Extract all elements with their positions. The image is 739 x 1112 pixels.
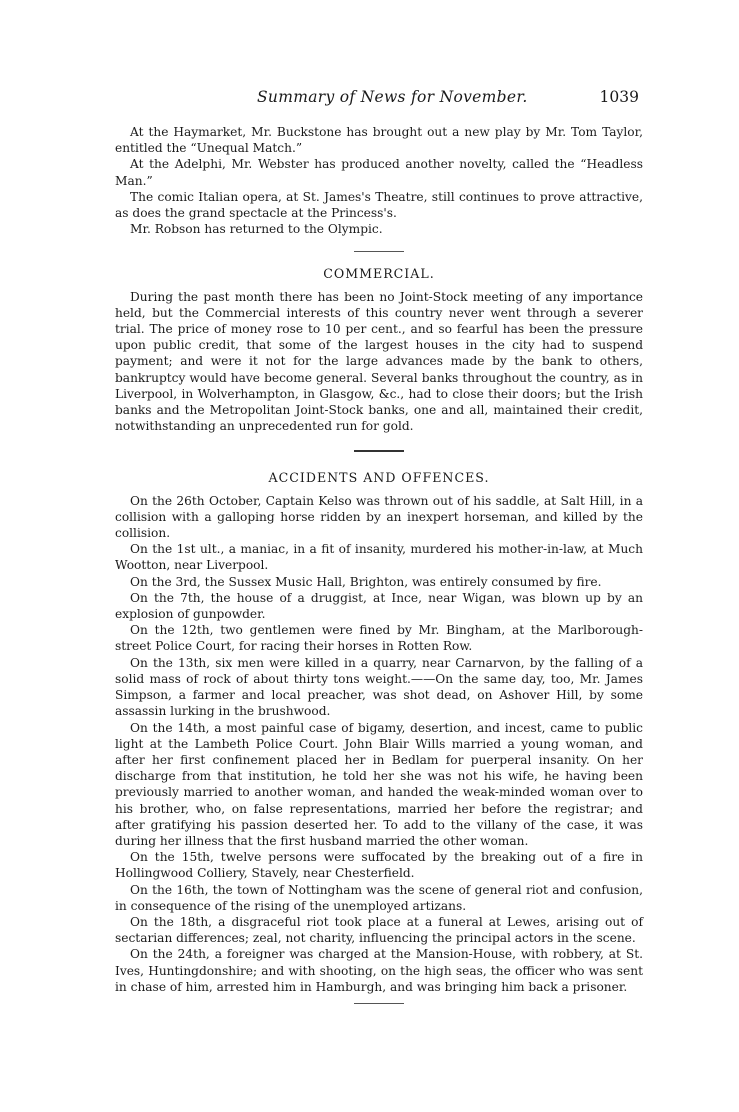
- running-head: [115, 88, 643, 110]
- page-number: 1039: [599, 88, 639, 106]
- section-heading: COMMERCIAL.: [323, 266, 435, 282]
- paragraph: The comic Italian opera, at St. James's Theatre, still continues to prove attractive, as does the grand spectacle at the Princess's.: [115, 189, 643, 221]
- section-divider: [354, 1003, 404, 1004]
- page-body: [115, 124, 643, 1004]
- paragraph: On the 12th, two gentlemen were fined by Mr. Bingham, at the Marlborough-street Police Court, for racing their horses in Rotten Row.: [115, 623, 643, 654]
- paragraph: On the 1st ult., a maniac, in a fit of insanity, murdered his mother-in-law, at Much Wootton, near Liverpool.: [115, 542, 643, 573]
- paragraph: On the 13th, six men were killed in a quarry, near Carnarvon, by the falling of a solid mass of rock of about thirty tons weight.——On the same day, too, Mr. James Simpson, a farmer and local preacher, was shot dead, on Ashover Hill, by some assassin lurking in the brushwood.: [115, 655, 643, 719]
- paragraph: On the 24th, a foreigner was charged at the Mansion-House, with robbery, at St. Ives, Huntingdonshire; and with shooting, on the high seas, the officer who was sent in chase of him, arrested him in Hamburgh, and was bringing him back a prisoner.: [115, 947, 643, 994]
- paragraph: On the 26th October, Captain Kelso was thrown out of his saddle, at Salt Hill, in a collision with a galloping horse ridden by an inexpert horseman, and killed by the collision.: [115, 493, 643, 541]
- theatre-section: [115, 124, 643, 237]
- running-title: Summary of News for November.: [257, 88, 528, 106]
- accidents-section: [115, 470, 643, 995]
- paragraph: At the Adelphi, Mr. Webster has produced another novelty, called the “Headless Man.”: [115, 157, 643, 188]
- paragraph: On the 7th, the house of a druggist, at Ince, near Wigan, was blown up by an explosion of gunpowder.: [115, 590, 643, 622]
- paragraph: On the 3rd, the Sussex Music Hall, Brighton, was entirely consumed by fire.: [130, 574, 602, 589]
- section-divider: [354, 251, 404, 252]
- paragraph: On the 15th, twelve persons were suffocated by the breaking out of a fire in Hollingwood Colliery, Stavely, near Chesterfield.: [115, 850, 643, 881]
- section-divider: [354, 450, 404, 452]
- paragraph: On the 16th, the town of Nottingham was the scene of general riot and confusion, in consequence of the rising of the unemployed artizans.: [115, 882, 643, 913]
- paragraph: On the 14th, a most painful case of bigamy, desertion, and incest, came to public light at the Lambeth Police Court. John Blair Wills married a young woman, and after her first confinement placed her in Bedlam for puerperal insanity. On her discharge from that institution, he told her she was not his wife, he having been previously married to another woman, and handed the weak-minded woman over to his brother, who, on false representations, married her before the registrar; and after gratifying his passion deserted her. To add to the villany of the case, it was during her illness that the first husband married the other woman.: [115, 720, 643, 848]
- paragraph: On the 18th, a disgraceful riot took place at a funeral at Lewes, arising out of sectarian differences; zeal, not charity, influencing the principal actors in the scene.: [115, 914, 643, 946]
- paragraph: During the past month there has been no Joint-Stock meeting of any importance held, but the Commercial interests of this country never went through a severer trial. The price of money rose to 10 per cent., and so fearful has been the pressure upon public credit, that some of the largest houses in the city had to suspend payment; and were it not for the large advances made by the bank to others, bankruptcy would have become general. Several banks throughout the country, as in Liverpool, in Wolverhampton, in Glasgow, &c., had to close their doors; but the Irish banks and the Metropolitan Joint-Stock banks, one and all, maintained their credit, notwithstanding an unprecedented run for gold.: [115, 289, 643, 434]
- section-heading: ACCIDENTS AND OFFENCES.: [268, 470, 490, 486]
- commercial-section: [115, 266, 643, 434]
- paragraph: At the Haymarket, Mr. Buckstone has brought out a new play by Mr. Tom Taylor, entitled the “Unequal Match.”: [115, 125, 643, 156]
- paragraph: Mr. Robson has returned to the Olympic.: [130, 222, 383, 237]
